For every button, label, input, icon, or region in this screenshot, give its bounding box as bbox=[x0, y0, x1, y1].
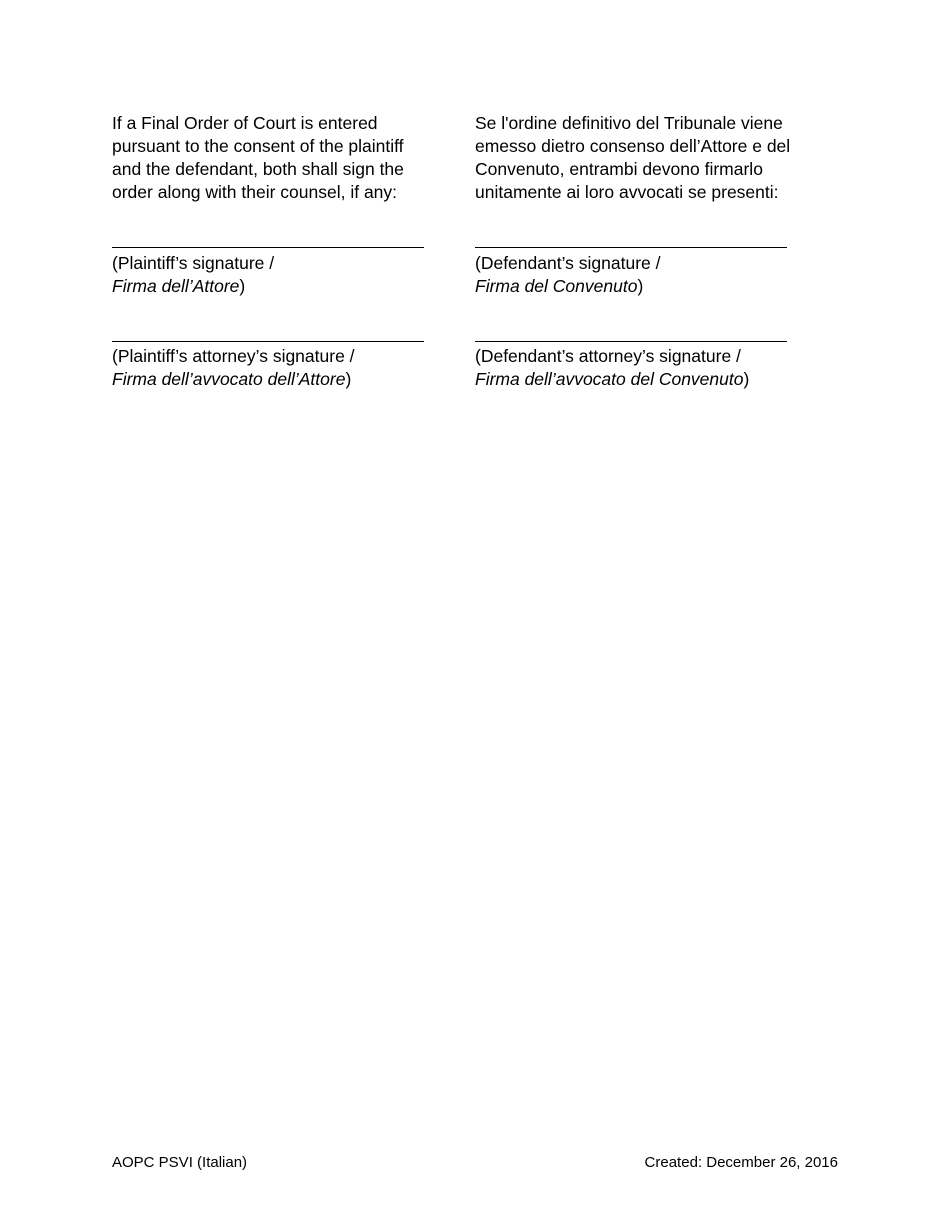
defendant-signature-line[interactable] bbox=[475, 247, 787, 248]
defendant-attorney-signature-label: (Defendant’s attorney’s signature / Firma dell’avvocato del Convenuto) bbox=[475, 346, 750, 389]
defendant-signature-label: (Defendant’s signature / Firma del Convenuto) bbox=[475, 253, 661, 296]
consent-instruction-italian: Se l'ordine definitivo del Tribunale viene emesso dietro consenso dell’Attore e del Convenuto, entrambi devono firmarlo unitamente ai loro avvocati se presenti: bbox=[475, 113, 791, 202]
plaintiff-attorney-signature-line[interactable] bbox=[112, 341, 424, 342]
english-column bbox=[112, 112, 442, 389]
plaintiff-signature-line[interactable] bbox=[112, 247, 424, 248]
created-date: Created: December 26, 2016 bbox=[644, 1154, 838, 1171]
plaintiff-signature-label: (Plaintiff’s signature / Firma dell’Attore) bbox=[112, 253, 275, 296]
plaintiff-attorney-signature-label: (Plaintiff’s attorney’s signature / Firma dell’avvocato dell’Attore) bbox=[112, 346, 355, 389]
form-identifier: AOPC PSVI (Italian) bbox=[112, 1154, 248, 1171]
defendant-attorney-signature-line[interactable] bbox=[475, 341, 787, 342]
italian-column bbox=[475, 112, 835, 389]
consent-instruction-english: If a Final Order of Court is entered pursuant to the consent of the plaintiff and the defendant, both shall sign the order along with their counsel, if any: bbox=[112, 113, 404, 202]
